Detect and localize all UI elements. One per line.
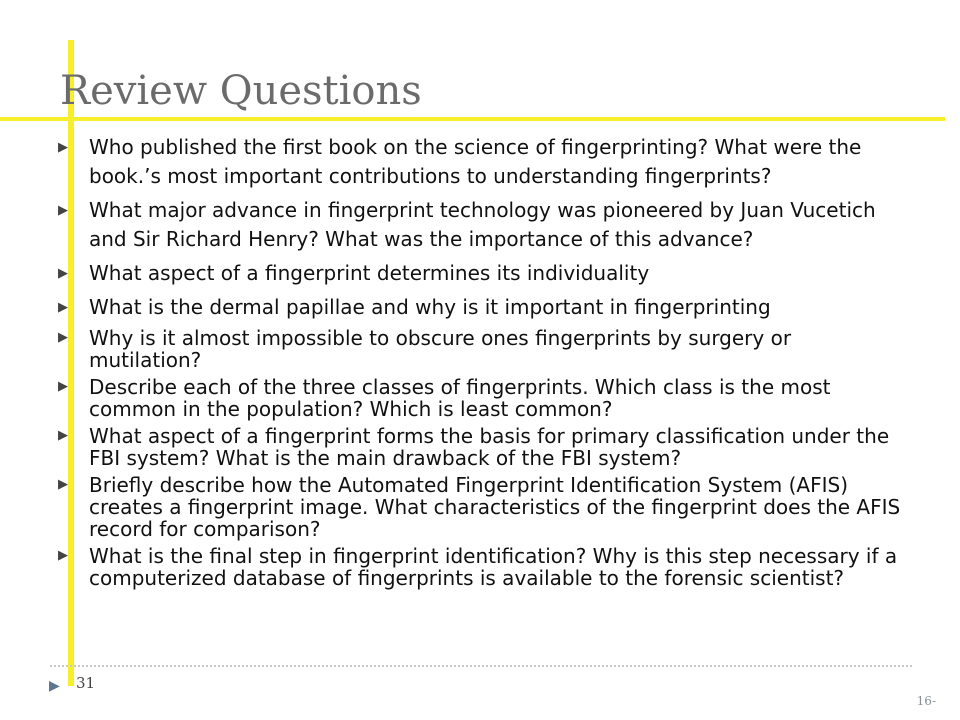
question-text: What aspect of a fingerprint determines its individuality — [89, 261, 650, 285]
question-item — [58, 474, 908, 540]
question-item — [58, 545, 908, 589]
question-text: What is the final step in fingerprint identification? Why is this step necessary if a computerized database of fingerprints is available to the forensic scientist? — [89, 544, 898, 590]
question-item — [58, 196, 908, 254]
triangle-right-icon: ▶ — [58, 330, 68, 345]
question-text: What aspect of a fingerprint forms the basis for primary classification under the FBI system? What is the main drawback of the FBI system? — [89, 424, 890, 470]
triangle-right-icon: ▶ — [58, 203, 68, 218]
question-text: Describe each of the three classes of fingerprints. Which class is the most common in the population? Which is least common? — [89, 375, 831, 421]
question-item — [58, 425, 908, 469]
triangle-right-icon: ▶ — [58, 548, 68, 563]
triangle-right-icon: ▶ — [58, 300, 68, 315]
question-text: What major advance in fingerprint technology was pioneered by Juan Vucetich and Sir Richard Henry? What was the importance of this advance? — [89, 198, 876, 251]
footer-triangle-icon: ▶ — [49, 678, 60, 694]
slide-reference: 16- — [916, 694, 936, 708]
question-text: Why is it almost impossible to obscure ones fingerprints by surgery or mutilation? — [89, 326, 792, 372]
footer-divider — [50, 665, 912, 667]
question-item — [58, 293, 908, 322]
question-text: Briefly describe how the Automated Fingerprint Identification System (AFIS) creates a fingerprint image. What characteristics of the fingerprint does the AFIS record for comparison? — [89, 473, 901, 541]
page-number: 31 — [76, 674, 96, 692]
question-item — [58, 327, 908, 371]
question-item — [58, 259, 908, 288]
question-text: What is the dermal papillae and why is it important in fingerprinting — [89, 295, 771, 319]
triangle-right-icon: ▶ — [58, 379, 68, 394]
question-item — [58, 133, 908, 191]
question-item — [58, 376, 908, 420]
question-text: Who published the first book on the science of fingerprinting? What were the book.’s most important contributions to understanding fingerprints? — [89, 135, 862, 188]
triangle-right-icon: ▶ — [58, 477, 68, 492]
triangle-right-icon: ▶ — [58, 428, 68, 443]
accent-horizontal-line — [0, 117, 945, 121]
slide-title: Review Questions — [60, 68, 422, 114]
triangle-right-icon: ▶ — [58, 140, 68, 155]
questions-list — [58, 133, 908, 594]
triangle-right-icon: ▶ — [58, 266, 68, 281]
